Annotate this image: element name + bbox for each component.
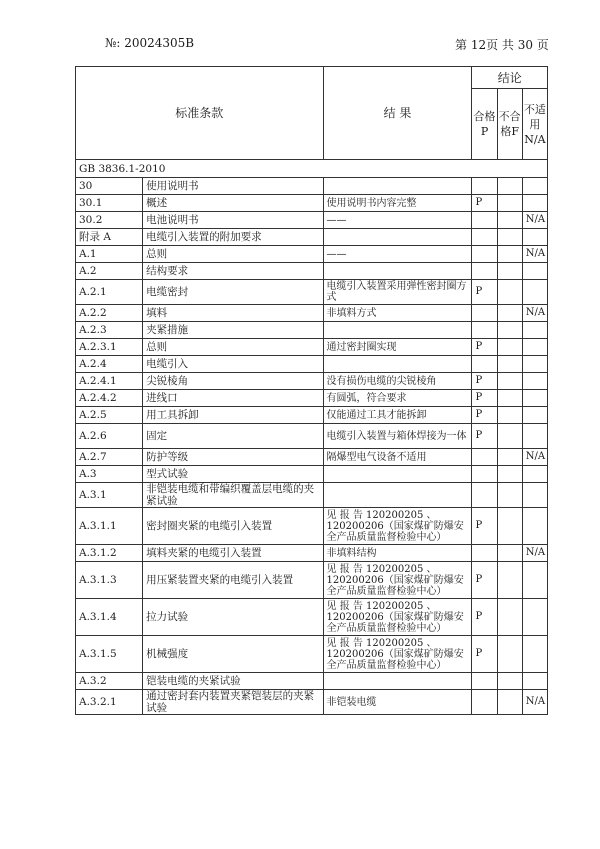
- pass-cell: [472, 246, 497, 263]
- fail-cell: [497, 673, 522, 690]
- pass-cell: [472, 690, 497, 715]
- na-cell: [522, 599, 547, 636]
- fail-cell: [497, 229, 522, 246]
- table-row: [76, 212, 548, 229]
- title-cell: 用压紧装置夹紧的电缆引入装置: [143, 562, 323, 599]
- header-fail: 不合格F: [497, 89, 522, 160]
- clause-cell: 30.1: [76, 195, 143, 212]
- pass-cell: P: [472, 339, 497, 356]
- title-cell: 非铠装电缆和带编织覆盖层电缆的夹紧试验: [143, 483, 323, 508]
- page-number: 第 12页 共 30 页: [455, 38, 549, 52]
- clause-cell: A.2.3.1: [76, 339, 143, 356]
- pass-cell: P: [472, 195, 497, 212]
- fail-cell: [497, 246, 522, 263]
- clause-cell: 30: [76, 178, 143, 195]
- pass-cell: P: [472, 373, 497, 390]
- title-cell: 铠装电缆的夹紧试验: [143, 673, 323, 690]
- clause-cell: 附录 A: [76, 229, 143, 246]
- clause-cell: A.2.2: [76, 305, 143, 322]
- pass-cell: [472, 305, 497, 322]
- table-row: [76, 195, 548, 212]
- result-cell: 使用说明书内容完整: [323, 195, 472, 212]
- header-result: 结 果: [323, 67, 472, 160]
- fail-cell: [497, 636, 522, 673]
- na-cell: [522, 424, 547, 449]
- clause-cell: A.2.4.2: [76, 390, 143, 407]
- fail-cell: [497, 322, 522, 339]
- result-cell: [323, 483, 472, 508]
- fail-cell: [497, 599, 522, 636]
- result-cell: 隔爆型电气设备不适用: [323, 449, 472, 466]
- title-cell: 电缆密封: [143, 280, 323, 305]
- na-cell: N/A: [522, 545, 547, 562]
- result-cell: 仅能通过工具才能拆卸: [323, 407, 472, 424]
- result-cell: [323, 466, 472, 483]
- table-row: [76, 636, 548, 673]
- pass-cell: [472, 673, 497, 690]
- title-cell: 结构要求: [143, 263, 323, 280]
- result-cell: 非填料结构: [323, 545, 472, 562]
- clause-cell: A.2.6: [76, 424, 143, 449]
- standard-row: GB 3836.1-2010: [76, 160, 548, 178]
- title-cell: 填料夹紧的电缆引入装置: [143, 545, 323, 562]
- clause-cell: A.2.4.1: [76, 373, 143, 390]
- na-cell: [522, 195, 547, 212]
- fail-cell: [497, 407, 522, 424]
- result-cell: 非铠装电缆: [323, 690, 472, 715]
- table-row: [76, 508, 548, 545]
- table-row: [76, 305, 548, 322]
- result-cell: 通过密封圈实现: [323, 339, 472, 356]
- table-row: [76, 690, 548, 715]
- na-cell: [522, 483, 547, 508]
- clause-cell: A.2.5: [76, 407, 143, 424]
- result-cell: 见 报 告 120200205 、120200206（国家煤矿防爆安全产品质量监督检验中心）: [323, 599, 472, 636]
- clause-cell: A.3.1: [76, 483, 143, 508]
- result-cell: 非填料方式: [323, 305, 472, 322]
- clause-cell: A.3.1.5: [76, 636, 143, 673]
- pass-cell: [472, 322, 497, 339]
- result-cell: [323, 263, 472, 280]
- clause-cell: A.3.1.3: [76, 562, 143, 599]
- result-cell: 见 报 告 120200205 、120200206（国家煤矿防爆安全产品质量监督检验中心）: [323, 562, 472, 599]
- clause-cell: A.1: [76, 246, 143, 263]
- header-conclusion: 结论: [472, 67, 548, 89]
- title-cell: 密封圈夹紧的电缆引入装置: [143, 508, 323, 545]
- pass-cell: P: [472, 424, 497, 449]
- na-cell: [522, 390, 547, 407]
- fail-cell: [497, 373, 522, 390]
- fail-cell: [497, 280, 522, 305]
- title-cell: 通过密封套内装置夹紧铠装层的夹紧试验: [143, 690, 323, 715]
- title-cell: 机械强度: [143, 636, 323, 673]
- table-row: [76, 229, 548, 246]
- pass-cell: [472, 263, 497, 280]
- na-cell: [522, 263, 547, 280]
- clause-cell: A.3.1.4: [76, 599, 143, 636]
- title-cell: 电池说明书: [143, 212, 323, 229]
- fail-cell: [497, 195, 522, 212]
- clause-cell: A.2: [76, 263, 143, 280]
- result-cell: [323, 673, 472, 690]
- table-row: [76, 599, 548, 636]
- na-cell: [522, 562, 547, 599]
- clause-cell: A.2.3: [76, 322, 143, 339]
- fail-cell: [497, 178, 522, 195]
- title-cell: 总则: [143, 339, 323, 356]
- na-cell: [522, 673, 547, 690]
- title-cell: 尖锐棱角: [143, 373, 323, 390]
- clause-cell: A.3.2: [76, 673, 143, 690]
- na-cell: N/A: [522, 246, 547, 263]
- na-cell: [522, 407, 547, 424]
- pass-cell: [472, 229, 497, 246]
- fail-cell: [497, 263, 522, 280]
- fail-cell: [497, 508, 522, 545]
- table-row: [76, 562, 548, 599]
- pass-cell: P: [472, 599, 497, 636]
- result-cell: 有圆弧，符合要求: [323, 390, 472, 407]
- fail-cell: [497, 466, 522, 483]
- pass-cell: P: [472, 407, 497, 424]
- na-cell: [522, 636, 547, 673]
- table-row: [76, 322, 548, 339]
- header-clause: 标准条款: [76, 67, 324, 160]
- fail-cell: [497, 449, 522, 466]
- report-number: №: 20024305B: [105, 36, 195, 50]
- title-cell: 型式试验: [143, 466, 323, 483]
- fail-cell: [497, 424, 522, 449]
- fail-cell: [497, 562, 522, 599]
- pass-cell: P: [472, 280, 497, 305]
- pass-cell: P: [472, 562, 497, 599]
- title-cell: 夹紧措施: [143, 322, 323, 339]
- table-row: [76, 545, 548, 562]
- na-cell: [522, 508, 547, 545]
- title-cell: 用工具拆卸: [143, 407, 323, 424]
- inspection-table: [75, 66, 548, 715]
- na-cell: [522, 178, 547, 195]
- result-cell: 没有损伤电缆的尖锐棱角: [323, 373, 472, 390]
- fail-cell: [497, 690, 522, 715]
- na-cell: [522, 322, 547, 339]
- result-cell: 见 报 告 120200205 、120200206（国家煤矿防爆安全产品质量监督检验中心）: [323, 636, 472, 673]
- clause-cell: A.3.1.2: [76, 545, 143, 562]
- na-cell: [522, 229, 547, 246]
- clause-cell: A.3.1.1: [76, 508, 143, 545]
- na-cell: N/A: [522, 212, 547, 229]
- na-cell: [522, 280, 547, 305]
- clause-cell: A.2.7: [76, 449, 143, 466]
- fail-cell: [497, 390, 522, 407]
- title-cell: 进线口: [143, 390, 323, 407]
- clause-cell: A.3: [76, 466, 143, 483]
- na-cell: [522, 339, 547, 356]
- table-row: [76, 390, 548, 407]
- fail-cell: [497, 305, 522, 322]
- result-cell: [323, 356, 472, 373]
- title-cell: 电缆引入: [143, 356, 323, 373]
- table-row: [76, 263, 548, 280]
- clause-cell: A.3.2.1: [76, 690, 143, 715]
- table-row: [76, 280, 548, 305]
- title-cell: 填料: [143, 305, 323, 322]
- fail-cell: [497, 212, 522, 229]
- result-cell: ——: [323, 246, 472, 263]
- header-pass: 合格P: [472, 89, 497, 160]
- result-cell: 电缆引入装置采用弹性密封圈方式: [323, 280, 472, 305]
- pass-cell: [472, 466, 497, 483]
- table-row: [76, 673, 548, 690]
- na-cell: [522, 466, 547, 483]
- title-cell: 固定: [143, 424, 323, 449]
- table-row: [76, 449, 548, 466]
- table-row: [76, 356, 548, 373]
- title-cell: 概述: [143, 195, 323, 212]
- pass-cell: [472, 356, 497, 373]
- result-cell: [323, 178, 472, 195]
- fail-cell: [497, 545, 522, 562]
- result-cell: ——: [323, 212, 472, 229]
- fail-cell: [497, 483, 522, 508]
- pass-cell: [472, 545, 497, 562]
- result-cell: [323, 322, 472, 339]
- na-cell: [522, 373, 547, 390]
- pass-cell: P: [472, 390, 497, 407]
- table-row: [76, 246, 548, 263]
- clause-cell: A.2.1: [76, 280, 143, 305]
- na-cell: N/A: [522, 305, 547, 322]
- fail-cell: [497, 339, 522, 356]
- table-row: [76, 373, 548, 390]
- result-cell: 见 报 告 120200205 、120200206（国家煤矿防爆安全产品质量监督检验中心）: [323, 508, 472, 545]
- table-row: [76, 339, 548, 356]
- table-row: [76, 424, 548, 449]
- na-cell: [522, 356, 547, 373]
- na-cell: N/A: [522, 690, 547, 715]
- na-cell: N/A: [522, 449, 547, 466]
- table-row: [76, 407, 548, 424]
- title-cell: 拉力试验: [143, 599, 323, 636]
- header-na: 不适用N/A: [522, 89, 547, 160]
- pass-cell: [472, 178, 497, 195]
- clause-cell: A.2.4: [76, 356, 143, 373]
- pass-cell: P: [472, 508, 497, 545]
- result-cell: [323, 229, 472, 246]
- fail-cell: [497, 356, 522, 373]
- table-row: [76, 483, 548, 508]
- title-cell: 总则: [143, 246, 323, 263]
- title-cell: 使用说明书: [143, 178, 323, 195]
- title-cell: 电缆引入装置的附加要求: [143, 229, 323, 246]
- pass-cell: [472, 212, 497, 229]
- clause-cell: 30.2: [76, 212, 143, 229]
- pass-cell: P: [472, 636, 497, 673]
- pass-cell: [472, 483, 497, 508]
- result-cell: 电缆引入装置与箱体焊接为一体: [323, 424, 472, 449]
- table-row: [76, 178, 548, 195]
- table-row: [76, 466, 548, 483]
- title-cell: 防护等级: [143, 449, 323, 466]
- pass-cell: [472, 449, 497, 466]
